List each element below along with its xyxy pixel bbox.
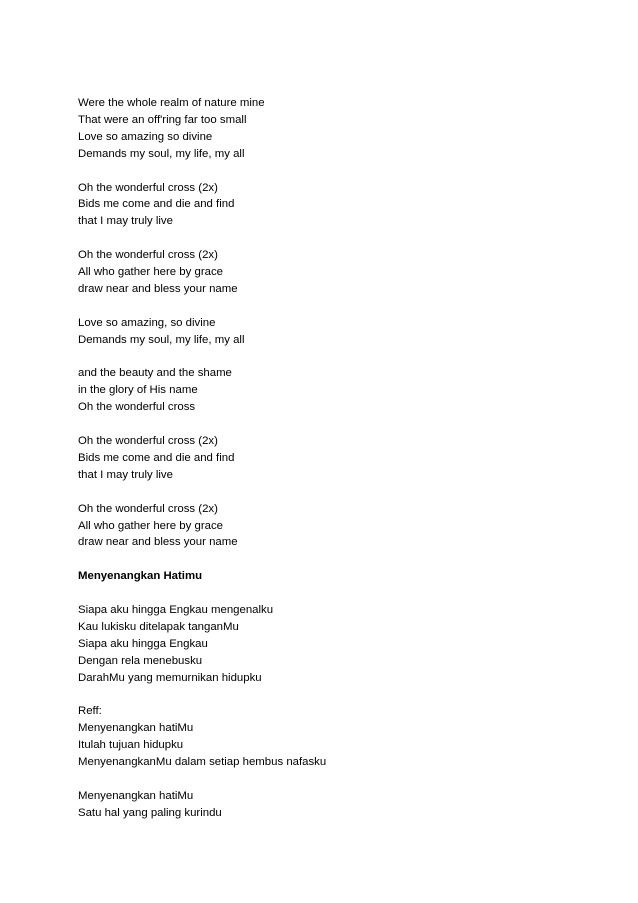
lyric-line: Bids me come and die and find [78, 451, 235, 464]
lyric-line: Reff: [78, 705, 102, 718]
lyric-line: Satu hal yang paling kurindu [78, 806, 222, 819]
lyric-line: Oh the wonderful cross [78, 401, 196, 414]
lyric-line: Dengan rela menebusku [78, 654, 203, 667]
lyric-line: All who gather here by grace [78, 519, 223, 532]
lyric-line: Love so amazing, so divine [78, 316, 216, 329]
lyric-line: Bids me come and die and find [78, 198, 235, 211]
stanza [78, 602, 578, 687]
lyric-line: Love so amazing so divine [78, 130, 213, 143]
lyric-line: Were the whole realm of nature mine [78, 97, 265, 109]
lyric-line: draw near and bless your name [78, 282, 238, 295]
stanza [78, 365, 578, 416]
song-title: Menyenangkan Hatimu [78, 570, 203, 583]
lyric-line: that I may truly live [78, 215, 173, 228]
lyric-line: Menyenangkan hatiMu [78, 790, 194, 802]
lyric-line: draw near and bless your name [78, 536, 238, 549]
stanza [78, 247, 578, 298]
lyric-line: Menyenangkan hatiMu [78, 722, 194, 735]
lyric-line: All who gather here by grace [78, 266, 223, 279]
lyric-line: Oh the wonderful cross (2x) [78, 435, 218, 448]
stanza [78, 703, 578, 771]
lyric-line: Kau lukisku ditelapak tanganMu [78, 620, 239, 633]
lyrics-body [78, 95, 578, 839]
lyric-line: Siapa aku hingga Engkau mengenalku [78, 604, 274, 617]
lyric-line: Oh the wonderful cross (2x) [78, 181, 218, 194]
stanza [78, 501, 578, 552]
lyric-line: and the beauty and the shame [78, 367, 232, 380]
lyric-line: DarahMu yang memurnikan hidupku [78, 671, 262, 684]
lyric-line: Oh the wonderful cross (2x) [78, 249, 218, 262]
lyric-line: Siapa aku hingga Engkau [78, 637, 208, 650]
lyric-line: that I may truly live [78, 468, 173, 481]
lyric-line: Itulah tujuan hidupku [78, 739, 184, 752]
lyric-line: Oh the wonderful cross (2x) [78, 502, 218, 515]
stanza [78, 788, 578, 822]
lyric-line: Demands my soul, my life, my all [78, 147, 245, 160]
lyric-line: Demands my soul, my life, my all [78, 333, 245, 346]
lyric-line: MenyenangkanMu dalam setiap hembus nafasku [78, 756, 327, 769]
stanza [78, 433, 578, 484]
stanza [78, 95, 578, 163]
stanza [78, 315, 578, 349]
stanza [78, 180, 578, 231]
lyric-line: That were an off'ring far too small [78, 113, 247, 126]
lyric-line: in the glory of His name [78, 384, 198, 397]
